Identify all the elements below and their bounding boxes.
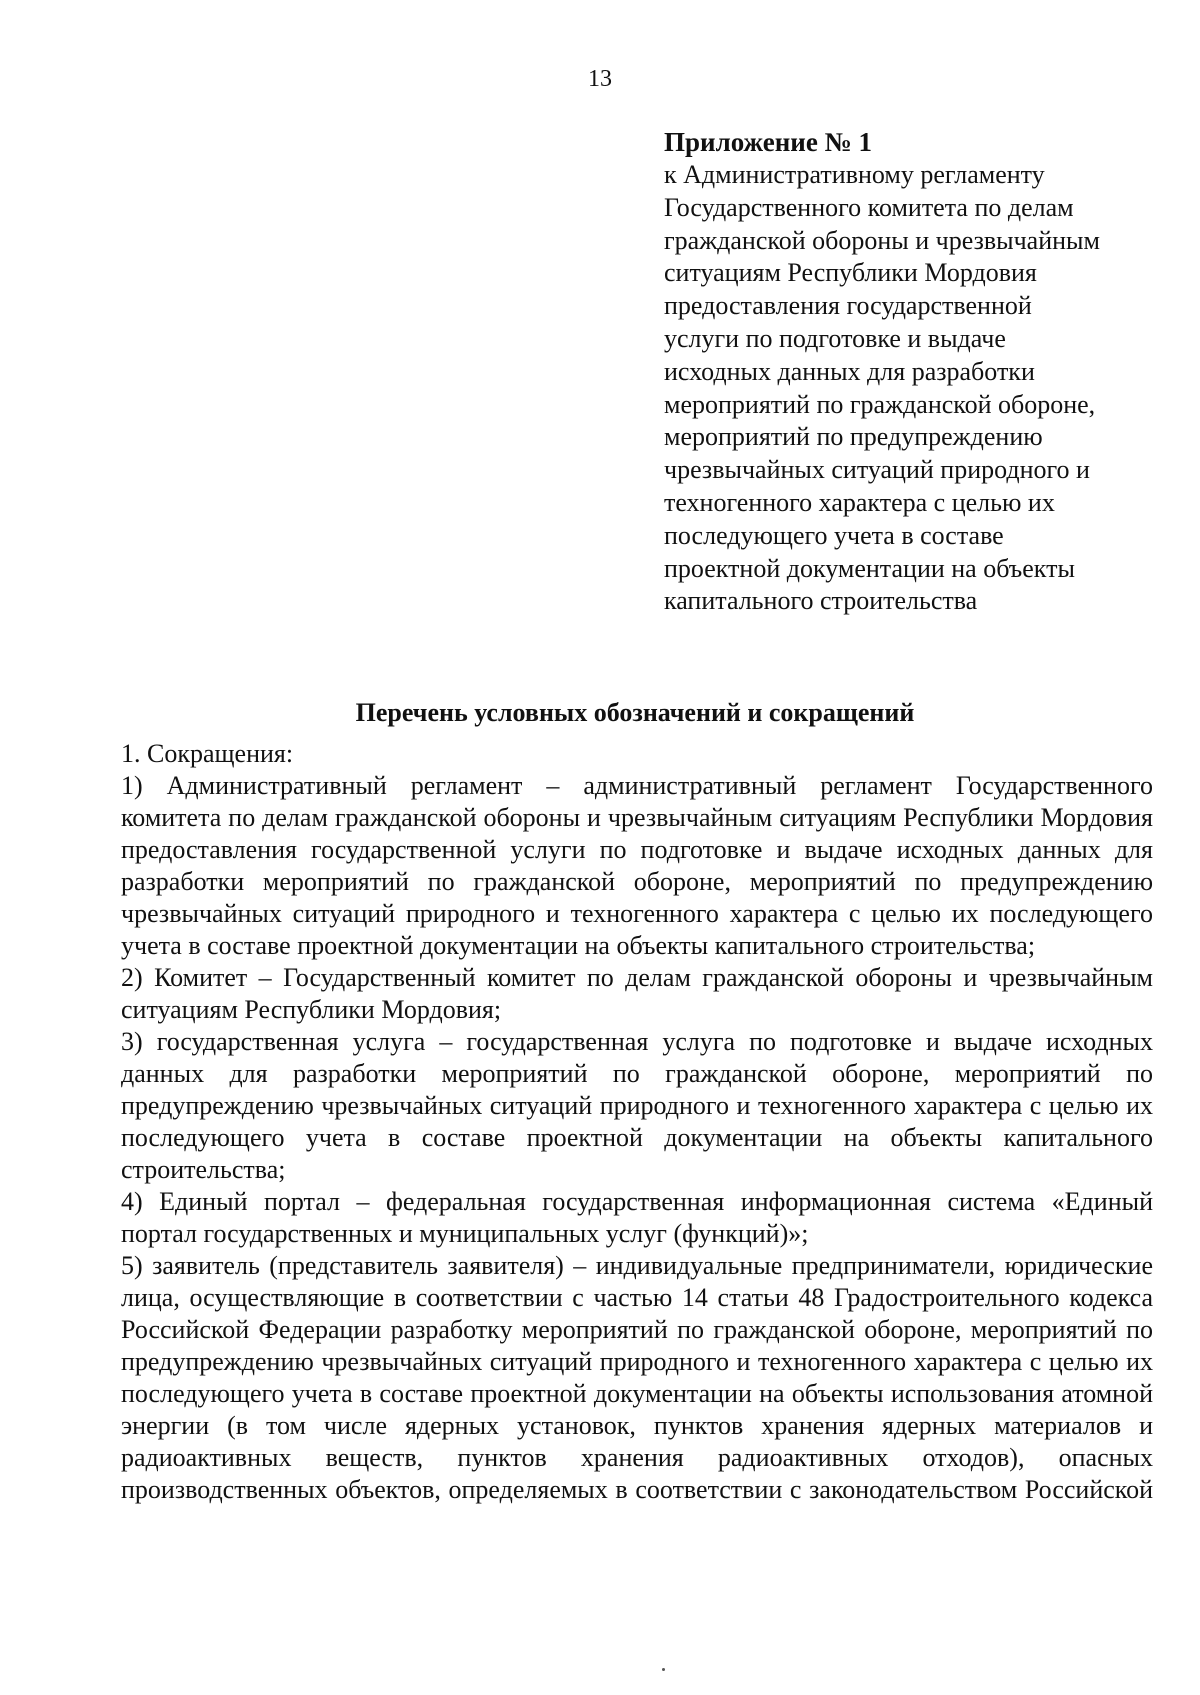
- appendix-line: Государственного комитета по делам: [664, 192, 1074, 222]
- appendix-line: последующего учета в составе: [664, 520, 1004, 550]
- appendix-line: чрезвычайных ситуаций природного и: [664, 455, 1090, 485]
- appendix-line: гражданской обороны и чрезвычайным: [664, 225, 1100, 255]
- appendix-line: мероприятий по предупреждению: [664, 422, 1043, 452]
- page-number: 13: [588, 66, 612, 92]
- appendix-line: проектной документации на объекты: [664, 553, 1075, 583]
- appendix-line: предоставления государственной: [664, 291, 1032, 321]
- appendix-line: ситуациям Республики Мордовия: [664, 258, 1037, 288]
- appendix-line: исходных данных для разработки: [664, 356, 1035, 386]
- list-item: 4) Единый портал – федеральная государственная информационная система «Единый портал государственных и муниципальных услуг (функций)»;: [121, 1187, 1153, 1248]
- appendix-line: техногенного характера с целью их: [664, 487, 1055, 517]
- list-item: 1) Административный регламент – административный регламент Государственного комитета по делам гражданской обороны и чрезвычайным ситуациям Республики Мордовия предоставления государственной услуги по подготовке и выдаче исходных данных для разработки мероприятий по гражданской обороне, мероприятий по предупреждению чрезвычайных ситуаций природного и техногенного характера с целью их последующего учета в составе проектной документации на объекты капитального строительства;: [121, 771, 1153, 960]
- appendix-line: к Административному регламенту: [664, 160, 1045, 189]
- appendix-title: Приложение № 1: [664, 127, 872, 157]
- list-item: 2) Комитет – Государственный комитет по делам гражданской обороны и чрезвычайным ситуациям Республики Мордовия;: [121, 963, 1153, 1024]
- abbreviations-list: [121, 738, 1153, 1506]
- list-item: 5) заявитель (представитель заявителя) – индивидуальные предприниматели, юридические лица, осуществляющие в соответствии с частью 14 статьи 48 Градостроительного кодекса Российской Федерации разработку мероприятий по гражданской обороне, мероприятий по предупреждению чрезвычайных ситуаций природного и техногенного характера с целью их последующего учета в составе проектной документации на объекты использования атомной энергии (в том числе ядерных установок, пунктов хранения ядерных материалов и радиоактивных веществ, пунктов хранения радиоактивных отходов), опасных производственных объектов, определяемых в соответствии с законодательством Российской: [121, 1251, 1153, 1504]
- appendix-line: услуги по подготовке и выдаче: [664, 323, 1006, 353]
- list-item: 3) государственная услуга – государственная услуга по подготовке и выдаче исходных данных для разработки мероприятий по гражданской обороне, мероприятий по предупреждению чрезвычайных ситуаций природного и техногенного характера с целью их последующего учета в составе проектной документации на объекты капитального строительства;: [121, 1027, 1153, 1184]
- section-heading: Перечень условных обозначений и сокращений: [355, 698, 915, 727]
- appendix-subtitle: [664, 159, 1134, 618]
- scan-speck: [662, 1668, 665, 1671]
- appendix-line: капитального строительства: [664, 586, 978, 616]
- appendix-line: мероприятий по гражданской обороне,: [664, 389, 1096, 419]
- appendix-header: [664, 126, 1134, 618]
- list-subheading: 1. Сокращения:: [121, 739, 294, 768]
